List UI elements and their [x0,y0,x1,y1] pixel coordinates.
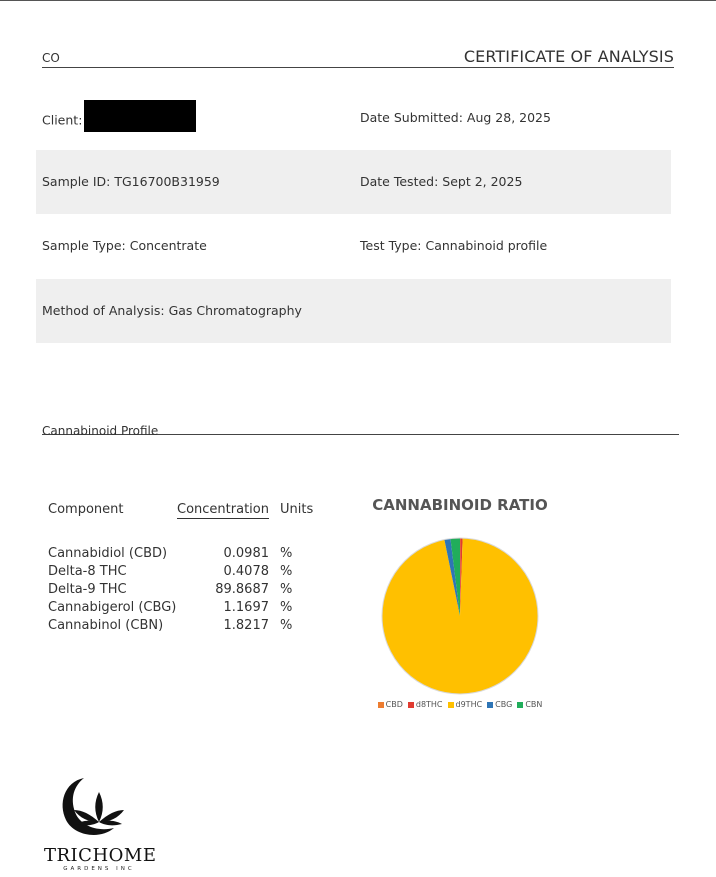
component-name: Delta-8 THC [48,564,127,579]
sample-type: Sample Type: Concentrate [42,238,207,253]
table-row [48,546,328,566]
legend-swatch [378,702,384,708]
info-row-sample-type [36,214,671,278]
unit: % [280,546,293,561]
component-name: Delta-9 THC [48,582,127,597]
legend-swatch [487,702,493,708]
logo-subtitle: GARDENS INC [63,866,135,872]
info-row-client [36,86,671,150]
date-tested: Date Tested: Sept 2, 2025 [360,174,523,189]
table-row [48,564,328,584]
concentration-value: 0.0981 [223,546,269,561]
client-label: Client: [42,112,83,128]
header-co: CO [42,51,60,65]
method-of-analysis: Method of Analysis: Gas Chromatography [42,303,302,318]
concentration-value: 1.1697 [223,600,269,615]
legend-label: CBG [495,700,513,709]
cannabinoid-ratio-chart [360,490,560,720]
lotus-leaf-icon [44,770,154,845]
legend-item-cbd [378,700,403,709]
sample-id: Sample ID: TG16700B31959 [42,174,220,189]
legend-label: CBN [525,700,543,709]
legend-label: d9THC [455,700,483,709]
client-redaction [84,100,196,132]
top-border [0,0,716,1]
test-type: Test Type: Cannabinoid profile [360,238,548,253]
col-header-units: Units [280,502,314,517]
legend-swatch [448,702,454,708]
table-row [48,618,328,638]
unit: % [280,564,293,579]
client-field [42,110,196,132]
legend-label: d8THC [415,700,443,709]
legend-item-cbn [517,700,542,709]
concentration-value: 0.4078 [223,564,269,579]
concentration-value: 1.8217 [223,618,269,633]
col-header-component: Component [48,502,124,517]
info-row-sample-id [36,150,671,214]
legend-item-d9thc [448,700,483,709]
component-name: Cannabidiol (CBD) [48,546,168,561]
section-header [42,420,679,438]
concentration-value: 89.8687 [215,582,269,597]
component-name: Cannabinol (CBN) [48,618,164,633]
chart-legend [360,700,560,709]
table-row [48,600,328,620]
legend-item-d8thc [408,700,443,709]
unit: % [280,582,293,597]
component-name: Cannabigerol (CBG) [48,600,177,615]
col-header-concentration: Concentration [177,502,269,517]
document-header [42,48,674,68]
table-row [48,582,328,602]
date-submitted: Date Submitted: Aug 28, 2025 [360,110,551,125]
chart-title: CANNABINOID RATIO [372,496,548,514]
unit: % [280,600,293,615]
legend-swatch [517,702,523,708]
legend-swatch [408,702,414,708]
legend-item-cbg [487,700,512,709]
company-logo [44,770,157,875]
logo-name: TRICHOME [44,845,157,866]
section-title: Cannabinoid Profile [42,424,159,438]
pie-chart [360,520,560,720]
document-title: CERTIFICATE OF ANALYSIS [463,47,674,66]
info-row-method [36,279,671,343]
legend-label: CBD [385,700,403,709]
unit: % [280,618,293,633]
